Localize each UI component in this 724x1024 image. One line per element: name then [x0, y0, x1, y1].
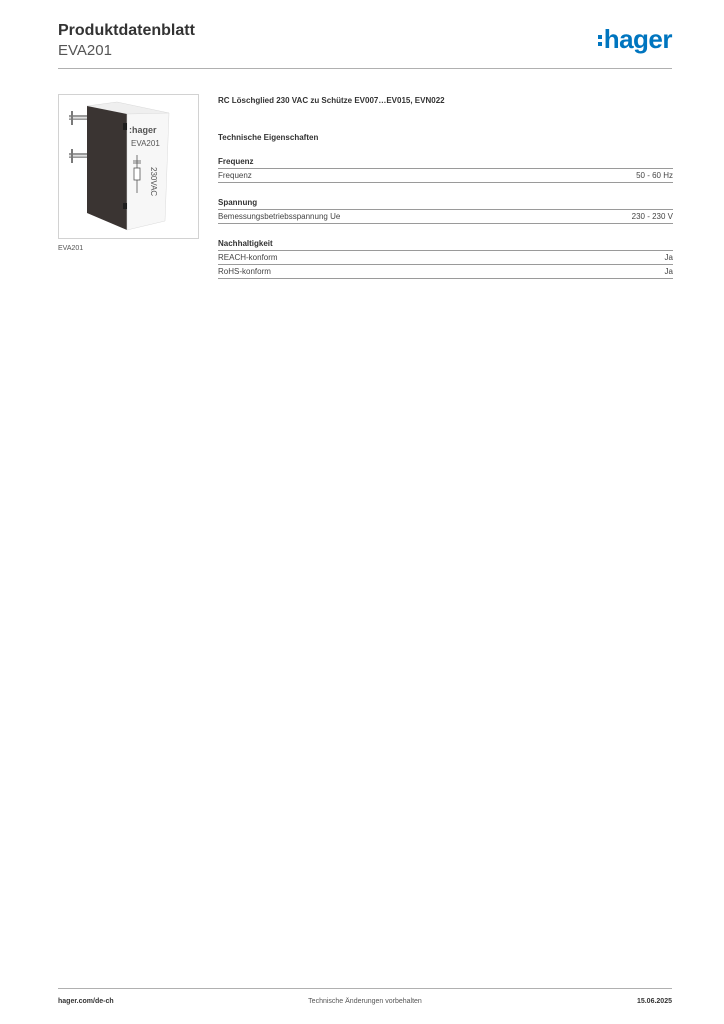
- product-model-label: EVA201: [131, 139, 160, 148]
- spec-label: RoHS-konform: [218, 267, 271, 276]
- image-caption: EVA201: [58, 245, 84, 252]
- spec-label: REACH-konform: [218, 253, 278, 262]
- product-illustration: [59, 95, 198, 238]
- spec-group-spannung: [218, 197, 673, 224]
- logo-text: hager: [603, 24, 672, 54]
- spec-value: 230 - 230 V: [631, 212, 673, 221]
- spec-value: Ja: [664, 267, 673, 276]
- product-image: [58, 94, 199, 239]
- hager-logo: [598, 26, 672, 52]
- footer-website-link[interactable]: hager.com/de-ch: [58, 998, 114, 1005]
- spec-value: Ja: [664, 253, 673, 262]
- document-title: Produktdatenblatt: [58, 22, 195, 39]
- product-details: [218, 95, 673, 279]
- spec-group-title: Frequenz: [218, 156, 673, 169]
- document-header: [58, 20, 195, 60]
- footer-date: 15.06.2025: [636, 998, 672, 1005]
- spec-group-title: Spannung: [218, 197, 673, 210]
- specs-heading: Technische Eigenschaften: [218, 133, 319, 142]
- spec-label: Bemessungsbetriebsspannung Ue: [218, 212, 341, 221]
- footer-divider: [58, 988, 672, 989]
- product-voltage-label: 230VAC: [149, 167, 158, 197]
- header-divider: [58, 68, 672, 69]
- product-brand-label: :hager: [129, 125, 157, 135]
- spec-row: [218, 265, 673, 279]
- spec-group-nachhaltigkeit: [218, 238, 673, 279]
- spec-row: [218, 210, 673, 224]
- spec-group-title: Nachhaltigkeit: [218, 238, 673, 251]
- footer-notice: Technische Änderungen vorbehalten: [308, 998, 422, 1005]
- spec-group-frequenz: [218, 156, 673, 183]
- spec-value: 50 - 60 Hz: [636, 171, 673, 180]
- product-description: RC Löschglied 230 VAC zu Schütze EV007…EV015, EVN022: [218, 96, 445, 105]
- spec-row: [218, 251, 673, 265]
- document-subtitle: EVA201: [58, 42, 112, 59]
- spec-label: Frequenz: [218, 171, 252, 180]
- logo-colon-icon: [598, 35, 602, 46]
- spec-row: [218, 169, 673, 183]
